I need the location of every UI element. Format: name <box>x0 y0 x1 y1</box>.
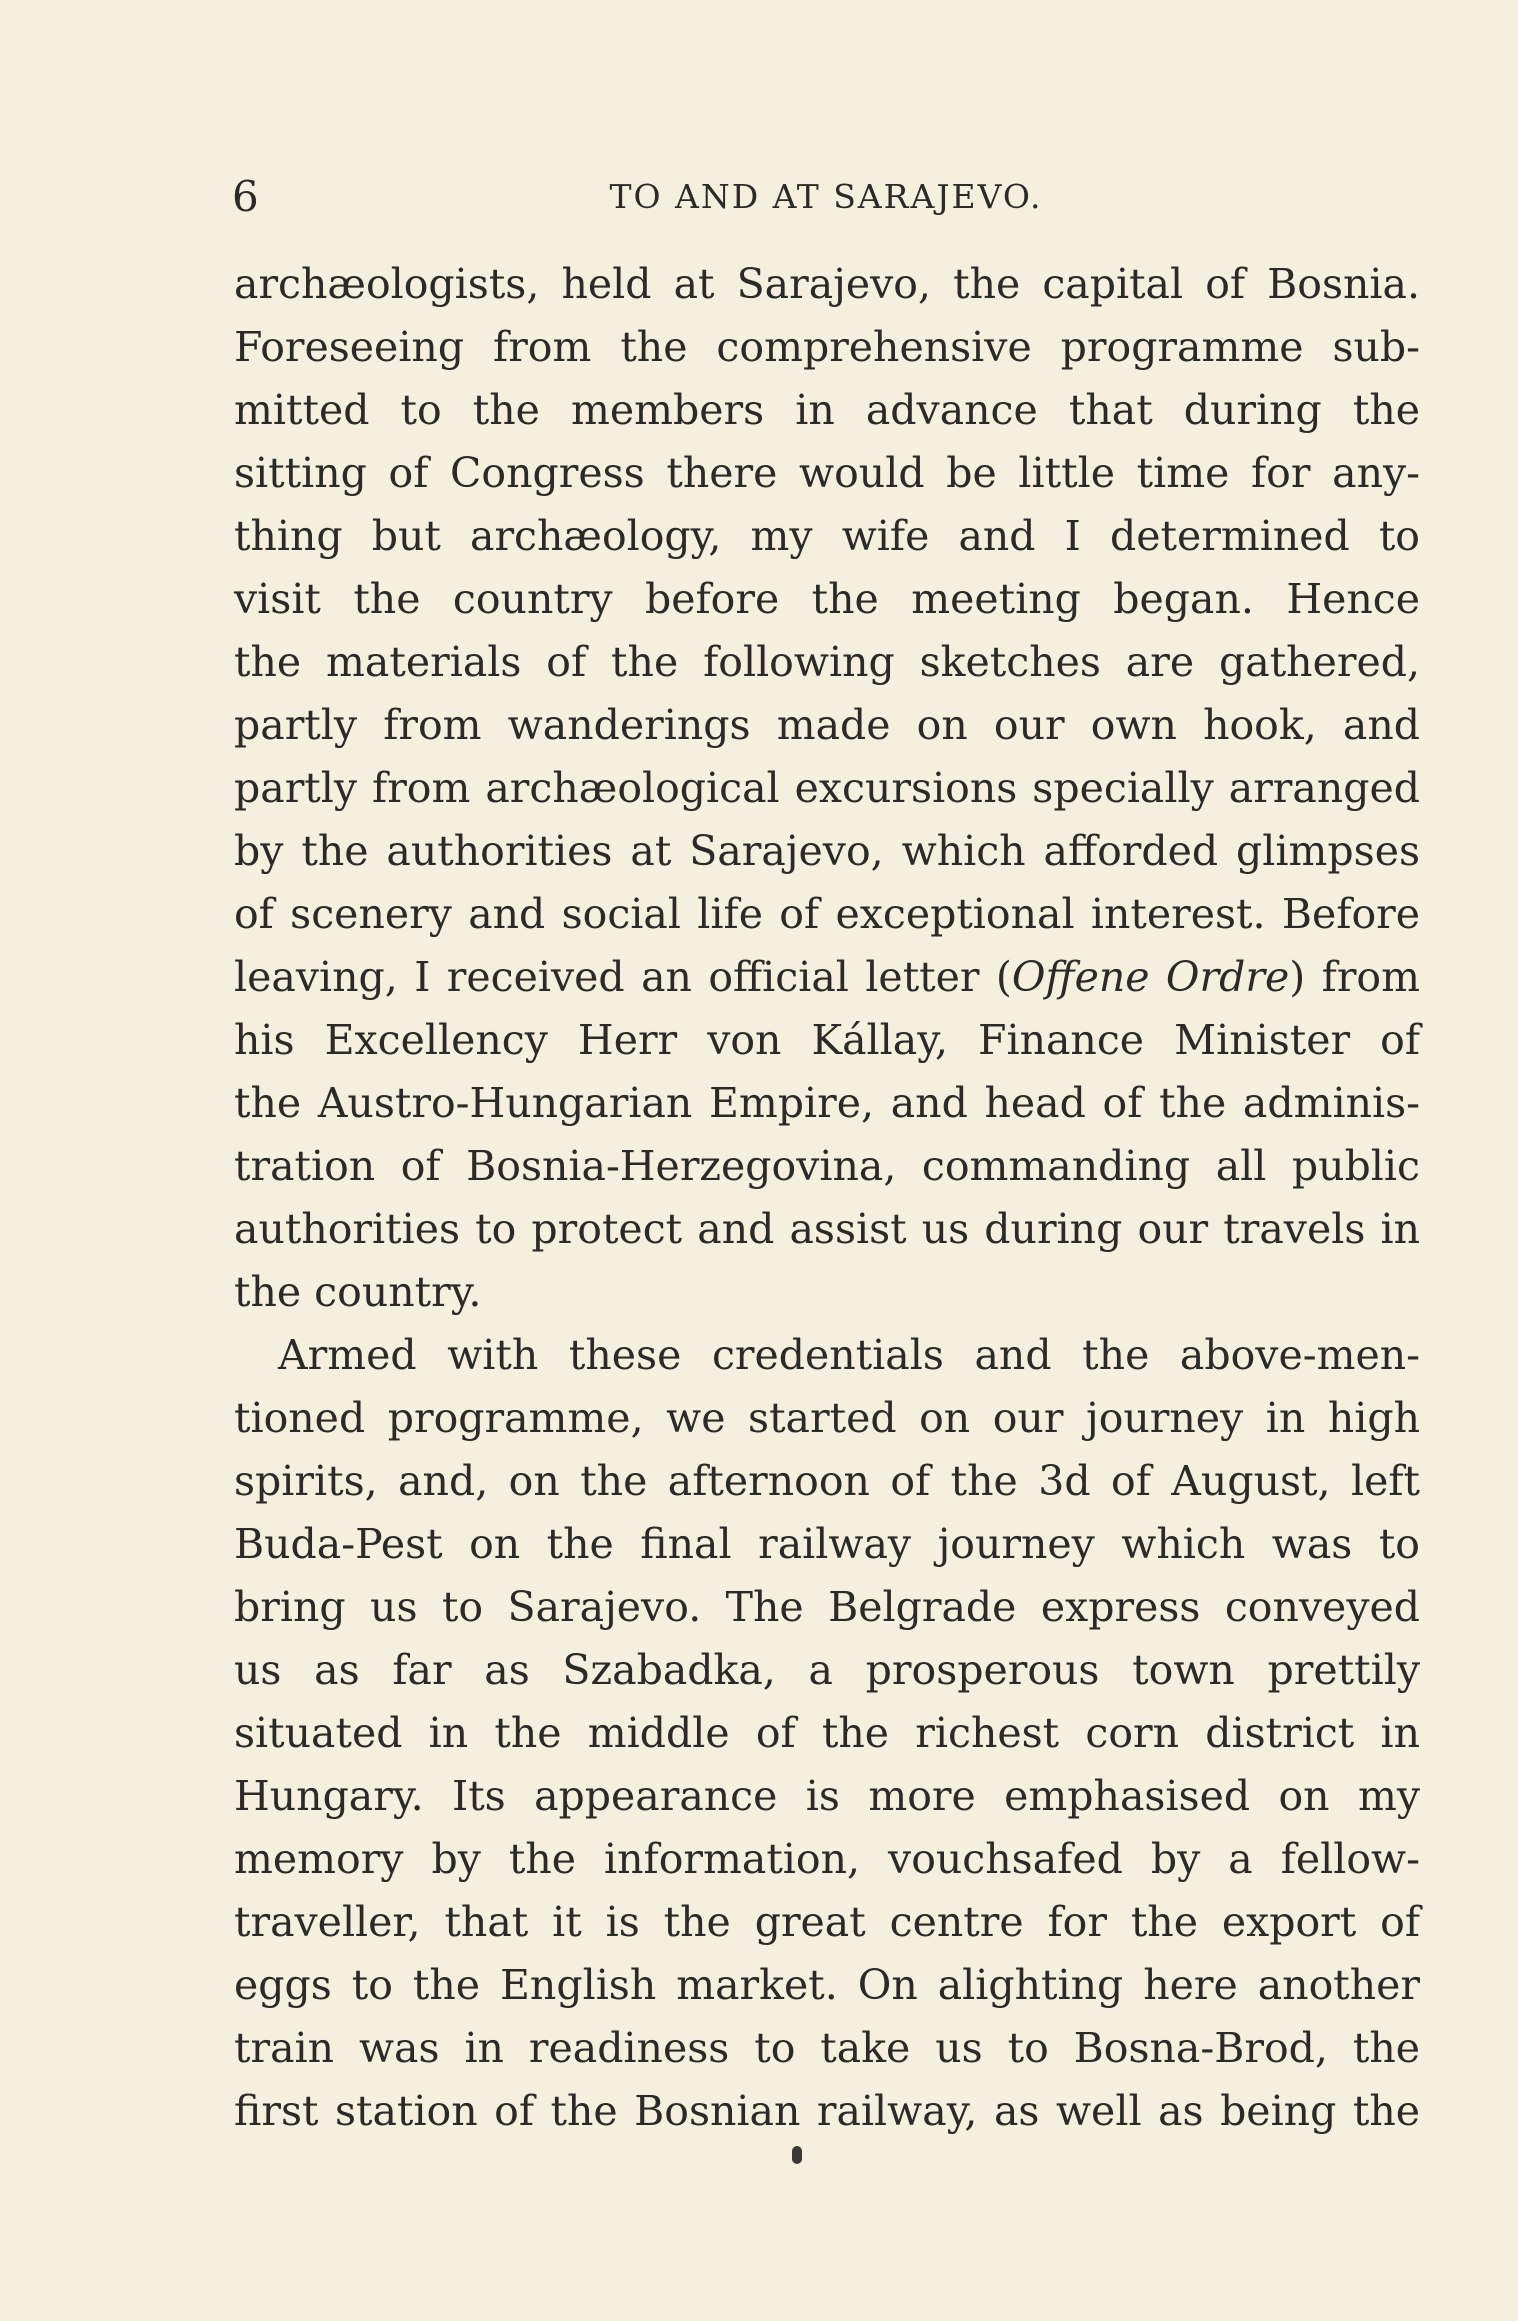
text-line-paragraph-end: the country. <box>234 1268 482 1316</box>
text-line: by the authorities at Sarajevo, which afforded glimpses <box>234 827 1420 875</box>
text-line: Hungary. Its appearance is more emphasised on my <box>234 1772 1420 1820</box>
text-line: visit the country before the meeting began. Hence <box>234 575 1420 623</box>
text-segment: leaving, I received an official letter ( <box>234 953 1012 1001</box>
text-line: situated in the middle of the richest corn district in <box>234 1709 1420 1757</box>
text-line: eggs to the English market. On alighting here another <box>234 1961 1420 2009</box>
text-line: archæologists, held at Sarajevo, the capital of Bosnia. <box>234 260 1420 308</box>
text-line: memory by the information, vouchsafed by a fellow- <box>234 1835 1420 1883</box>
text-line: train was in readiness to take us to Bosna-Brod, the <box>234 2024 1420 2072</box>
text-line-with-italic <box>234 946 1420 1009</box>
text-line: tioned programme, we started on our journey in high <box>234 1394 1420 1442</box>
text-segment: ) from <box>1289 953 1420 1001</box>
text-line: of scenery and social life of exceptional interest. Before <box>234 890 1420 938</box>
text-line-paragraph-start: Armed with these credentials and the above-men- <box>278 1331 1420 1379</box>
text-line: the materials of the following sketches are gathered, <box>234 638 1420 686</box>
text-line: spirits, and, on the afternoon of the 3d of August, left <box>234 1457 1420 1505</box>
text-line: mitted to the members in advance that during the <box>234 386 1420 434</box>
text-line: the Austro-Hungarian Empire, and head of the adminis- <box>234 1079 1420 1127</box>
text-line: his Excellency Herr von Kállay, Finance Minister of <box>234 1016 1420 1064</box>
italic-title: Offene Ordre <box>1011 953 1290 1001</box>
text-line: partly from wanderings made on our own hook, and <box>234 701 1420 749</box>
running-title: TO AND AT SARAJEVO. <box>609 177 1043 216</box>
text-line: traveller, that it is the great centre for the export of <box>234 1898 1420 1946</box>
text-line: tration of Bosnia-Herzegovina, commanding all public <box>234 1142 1420 1190</box>
text-line: Foreseeing from the comprehensive programme sub- <box>234 323 1420 371</box>
text-line: us as far as Szabadka, a prosperous town prettily <box>234 1646 1420 1694</box>
text-line: thing but archæology, my wife and I determined to <box>234 512 1420 560</box>
page-number: 6 <box>232 172 259 221</box>
text-line: first station of the Bosnian railway, as well as being the <box>234 2087 1420 2135</box>
text-line: Buda-Pest on the final railway journey which was to <box>234 1520 1420 1568</box>
ink-mark <box>792 2146 802 2164</box>
body-text <box>234 253 1420 2143</box>
text-line: authorities to protect and assist us during our travels in <box>234 1205 1420 1253</box>
text-line: bring us to Sarajevo. The Belgrade express conveyed <box>234 1583 1420 1631</box>
page-header <box>232 172 1420 222</box>
text-line: partly from archæological excursions specially arranged <box>234 764 1420 812</box>
text-line: sitting of Congress there would be little time for any- <box>234 449 1420 497</box>
